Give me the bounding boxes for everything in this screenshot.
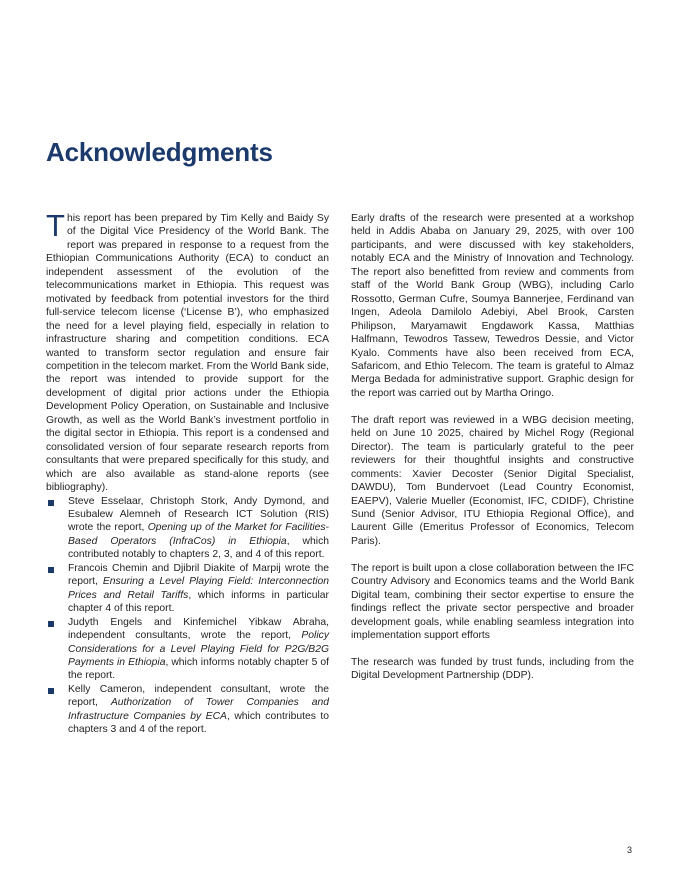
list-item-text: Judyth Engels and Kinfemichel Yibkaw Abraha, independent consultants, wrote the report, [68,616,329,642]
intro-paragraph [46,208,329,495]
workshop-paragraph: Early drafts of the research were presented at a workshop held in Addis Ababa on January 29, 2025, with over 100 participants, and were discussed with key stakeholders, notably ECA and the Ministry of Innovation and Technology. The report also benefitted from review and comments from staff of the World Bank Group (WBG), including Carlo Rossotto, German Cufre, Soumya Bannerjee, Ferdinand van Ingen, Adeola Damilolo Adebiyi, Abel Brook, Carsten Philipson, Maryamawit Engdawork Kassa, Matthias Halfmann, Tewodros Tassew, Tewedros Dessie, and Victor Kyalo. Comments have also been received from ECA, Safaricom, and Ethio Telecom. The team is grateful to Almaz Merga Bedada for administrative support. Graphic design for the report was carried out by Martha Oringo. [351,213,634,399]
list-item [46,562,329,616]
list-item-text: , which informs in particular chapter 4 of this report. [68,589,329,615]
report-title: Authorization of Tower Companies and Infrastructure Companies by ECA [68,697,329,722]
funding-paragraph: The research was funded by trust funds, including from the Digital Development Partnership (DDP). [351,656,634,682]
page-number: 3 [626,845,632,855]
list-item [46,495,329,562]
report-title: Ensuring a Level Playing Field: Interconnection Prices and Retail Tariffs [68,576,329,601]
list-item-text: Francois Chemin and Djibril Diakite of Marpij wrote the report, [68,562,329,588]
list-item-text: , which contributes to chapters 3 and 4 of the report. [68,710,329,736]
drop-cap: T [46,208,65,243]
intro-text: his report has been prepared by Tim Kelly and Baidy Sy of the Digital Vice Presidency of the World Bank. The report was prepared in response to a request from the Ethiopian Communications Authority (ECA) to conduct an independent assessment of the evolution of the telecommunications market in Ethiopia. This request was motivated by feedback from potential investors for the third full-service telecom license (‘License B’), who emphasized the need for a level playing field, especially in relation to infrastructure sharing and competition conditions. ECA wanted to transform sector regulation and ensure fair competition in the telecom market. From the World Bank side, the report was intended to provide support for the development of digital prior actions under the Ethiopia Development Policy Operation, on Sustainable and Inclusive Growth, as well as the World Bank’s investment portfolio in the digital sector in Ethiopia. This report is a condensed and consolidated version of four separate research reports from consultants that were prepared specifically for this study, and which are also available as stand-alone reports (see bibliography). [46,213,329,494]
collaboration-paragraph: The report is built upon a close collaboration between the IFC Country Advisory and Economics teams and the World Bank Digital team, combining their sector expertise to ensure the findings reflect the private sector perspective and broader development goals, while enabling seamless integration into implementation support efforts [351,562,634,642]
list-item-text: Kelly Cameron, independent consultant, wrote the report, [68,683,329,709]
list-item [46,683,329,737]
list-item-text: , which informs notably chapter 5 of the report. [68,656,329,682]
left-column [46,208,329,737]
right-column [351,212,634,696]
report-title: Opening up of the Market for Facilities-Based Operators (InfraCos) in Ethiopia [68,522,329,547]
report-title: Policy Considerations for a Level Playing Field for P2G/B2G Payments in Ethiopia [68,630,329,668]
page-title: Acknowledgments [46,137,273,167]
square-bullet-icon [48,688,54,694]
list-item [46,616,329,683]
square-bullet-icon [48,500,54,506]
list-item-text: Steve Esselaar, Christoph Stork, Andy Dymond, and Esubalew Alemneh of Research ICT Solution (RIS) wrote the report, [68,495,329,534]
square-bullet-icon [48,621,54,627]
review-paragraph: The draft report was reviewed in a WBG decision meeting, held on June 10 2025, chaired by Michel Rogy (Regional Director). The team is particularly grateful to the peer reviewers for their thoughtful insights and constructive comments: Xavier Decoster (Senior Digital Specialist, DAWDU), Tom Bundervoet (Lead Country Economist, EAEPV), Valerie Mueller (Economist, IFC, CDIDF), Christine Sund (Senior Advisor, ITU Ethiopia Regional Office), and Laurent Gille (Emeritus Professor of Economics, Telecom Paris). [351,414,634,547]
consultant-report-list [46,495,329,737]
list-item-text: , which contributed notably to chapters 2, 3, and 4 of this report. [68,535,329,561]
square-bullet-icon [48,567,54,573]
